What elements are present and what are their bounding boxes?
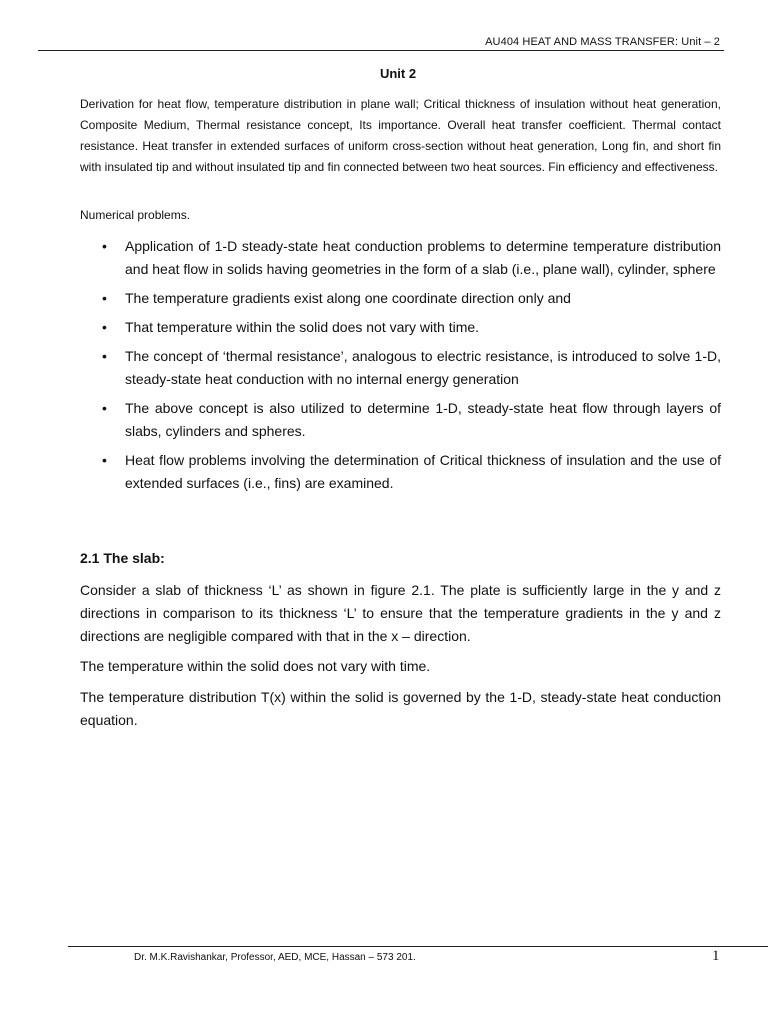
bullet-item [80, 449, 721, 495]
bullet-icon: • [102, 238, 107, 254]
bullet-item [80, 235, 721, 281]
syllabus-paragraph: Derivation for heat flow, temperature distribution in plane wall; Critical thickness of insulation without heat generation, Composite Medium, Thermal resistance concept, Its importance. Overall heat transfer coefficient. Thermal contact resistance. Heat transfer in extended surfaces of uniform cross-section without heat generation, Long fin, and short fin with insulated tip and without insulated tip and fin connected between two heat sources. Fin efficiency and effectiveness. [80, 97, 721, 174]
bullet-icon: • [102, 348, 107, 364]
page-number: 1 [712, 948, 720, 964]
bullet-text: The concept of ‘thermal resistance’, analogous to electric resistance, is introduced to solve 1-D, steady-state heat conduction with no internal energy generation [125, 348, 721, 387]
bullet-icon: • [102, 319, 107, 335]
bullet-item [80, 345, 721, 391]
bullet-item [80, 287, 721, 310]
running-header: AU404 HEAT AND MASS TRANSFER: Unit – 2 [485, 36, 720, 48]
bullet-text: Application of 1-D steady-state heat conduction problems to determine temperature distribution and heat flow in solids having geometries in the form of a slab (i.e., plane wall), cylinder, sphere [125, 238, 721, 277]
body-paragraph: The temperature distribution T(x) within the solid is governed by the 1-D, steady-state heat conduction equation. [80, 689, 721, 728]
body-paragraph: The temperature within the solid does not vary with time. [80, 658, 431, 674]
footer-author: Dr. M.K.Ravishankar, Professor, AED, MCE, Hassan – 573 201. [134, 952, 416, 963]
bullet-text: The temperature gradients exist along one coordinate direction only and [125, 290, 571, 306]
bullet-text: That temperature within the solid does not vary with time. [125, 319, 480, 335]
body-paragraph: Consider a slab of thickness ‘L’ as shown in figure 2.1. The plate is sufficiently large in the y and z directions in comparison to its thickness ‘L’ to ensure that the temperature gradients in the y and z directions are negligible compared with that in the x – direction. [80, 582, 721, 644]
page-title: Unit 2 [379, 66, 417, 81]
bullet-icon: • [102, 290, 107, 306]
bullet-text: Heat flow problems involving the determination of Critical thickness of insulation and the use of extended surfaces (i.e., fins) are examined. [125, 452, 721, 491]
bullet-item [80, 397, 721, 443]
section-heading: 2.1 The slab: [80, 550, 165, 566]
bullet-list [80, 235, 721, 501]
bullet-icon: • [102, 452, 107, 468]
bullet-item [80, 316, 721, 339]
bullet-text: The above concept is also utilized to determine 1-D, steady-state heat flow through layers of slabs, cylinders and spheres. [125, 400, 721, 439]
header-rule [38, 50, 724, 51]
footer-rule [68, 946, 768, 947]
bullet-icon: • [102, 400, 107, 416]
numerical-problems-label: Numerical problems. [80, 208, 191, 222]
